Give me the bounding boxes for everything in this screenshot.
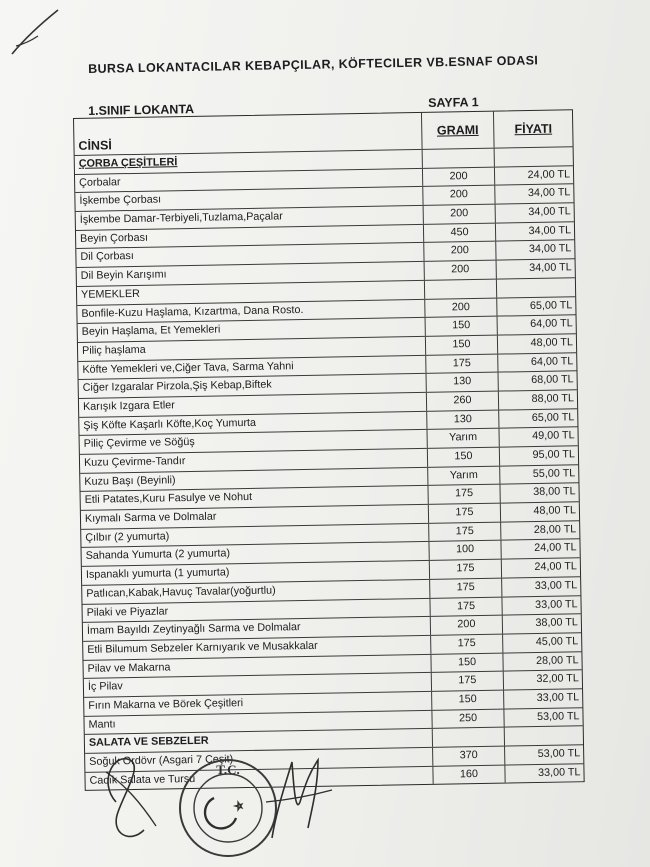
item-name-cell: Patlıcan,Kabak,Havuç Tavalar(yoğurtlu): [82, 580, 430, 604]
column-header-name: CİNSİ: [74, 113, 423, 155]
item-price-cell: 64,00 TL: [530, 354, 574, 368]
item-price-cell: 34,00 TL: [528, 242, 572, 256]
item-gram-cell: 150: [432, 691, 504, 710]
item-name-cell: Kıymalı Sarma ve Dolmalar: [81, 505, 429, 529]
item-name-cell: Cacık Salata ve Turşu: [85, 766, 433, 790]
item-price-cell: 34,00 TL: [527, 186, 571, 200]
item-name-cell: Karışık Izgara Etler: [79, 393, 427, 417]
item-price-cell: 24,00 TL: [527, 168, 571, 181]
item-gram-cell: 150: [428, 448, 500, 467]
item-name-cell: Çılbır (2 yumurta): [81, 524, 429, 548]
organization-header: BURSA LOKANTACILAR KEBAPÇILAR, KÖFTECILER VB.ESNAF ODASI: [88, 53, 539, 76]
item-name-cell: Pilav ve Makarna: [83, 654, 431, 678]
item-gram-cell: 200: [424, 242, 496, 261]
item-gram-cell: 175: [426, 354, 498, 373]
item-price-cell: 34,00 TL: [528, 205, 571, 219]
item-gram-cell: 160: [433, 765, 505, 784]
item-price-cell: 53,00 TL: [537, 747, 581, 760]
item-name-cell: Kuzu Başı (Beyinli): [80, 468, 428, 492]
item-gram-cell: Yarım: [428, 466, 500, 485]
item-price-cell: 33,00 TL: [536, 691, 580, 704]
item-gram-cell: 100: [429, 541, 501, 560]
item-name-cell: Etli Bilumum Sebzeler Karnıyarık ve Musakkalar: [83, 636, 431, 660]
item-price-cell: 88,00 TL: [531, 392, 575, 405]
item-name-cell: ÇORBA ÇEŞİTLERİ: [75, 150, 423, 174]
item-gram-cell: Yarım: [428, 429, 500, 448]
item-name-cell: Dil Çorbası: [76, 243, 424, 267]
item-name-cell: Kuzu Çevirme-Tandır: [80, 449, 428, 473]
item-name-cell: Şiş Köfte Kaşarlı Köfte,Koç Yumurta: [79, 411, 427, 435]
item-gram-cell: 200: [423, 186, 495, 205]
item-price-cell: 68,00 TL: [531, 373, 574, 387]
item-price-cell: [497, 278, 575, 297]
item-gram-cell: 175: [429, 504, 501, 523]
item-name-cell: Piliç Çevirme ve Söğüş: [80, 430, 428, 454]
item-gram-cell: 150: [431, 653, 503, 672]
item-gram-cell: 260: [427, 392, 499, 411]
item-name-cell: Beyin Haşlama, Et Yemekleri: [78, 318, 426, 342]
item-name-cell: Köfte Yemekleri ve,Ciğer Tava, Sarma Yahni: [78, 355, 426, 379]
table-body: [75, 147, 584, 790]
item-name-cell: İmam Bayıldı Zeytinyağlı Sarma ve Dolmalar: [83, 617, 431, 641]
item-name-cell: Beyin Çorbası: [76, 225, 424, 249]
item-price-cell: 32,00 TL: [536, 672, 579, 686]
item-name-cell: Mantı: [84, 710, 432, 734]
item-price-cell: 95,00 TL: [532, 448, 576, 462]
svg-text:T.C.: T.C.: [216, 762, 240, 777]
item-price-cell: [505, 727, 583, 746]
item-name-cell: Pilaki ve Piyazlar: [82, 598, 430, 622]
restaurant-class-title: 1.SINIF LOKANTA: [88, 102, 195, 118]
item-name-cell: Sahanda Yumurta (2 yumurta): [82, 542, 430, 566]
item-price-cell: 34,00 TL: [528, 224, 572, 237]
item-gram-cell: 175: [429, 522, 501, 541]
item-gram-cell: 250: [432, 709, 504, 728]
item-price-cell: 28,00 TL: [535, 653, 579, 667]
item-price-cell: 38,00 TL: [535, 616, 578, 630]
item-price-cell: 65,00 TL: [531, 410, 575, 424]
item-price-cell: 24,00 TL: [534, 541, 577, 555]
pen-stroke-mark: [8, 6, 68, 58]
item-name-cell: SALATA VE SEBZELER: [85, 729, 433, 753]
item-gram-cell: 175: [431, 634, 503, 653]
item-price-cell: 64,00 TL: [530, 317, 573, 331]
item-name-cell: Bonfile-Kuzu Haşlama, Kızartma, Dana Rosto.: [77, 299, 425, 323]
item-price-cell: 24,00 TL: [534, 560, 578, 574]
item-price-cell: 28,00 TL: [533, 523, 577, 536]
item-gram-cell: 200: [425, 298, 497, 317]
item-gram-cell: 450: [424, 223, 496, 242]
item-gram-cell: [423, 149, 495, 168]
item-gram-cell: 370: [433, 747, 505, 766]
item-price-cell: [495, 147, 573, 166]
item-gram-cell: 175: [430, 597, 502, 616]
item-name-cell: İç Pilav: [84, 673, 432, 697]
item-price-cell: 65,00 TL: [529, 298, 573, 312]
item-name-cell: Soğuk Ordövr (Asgari 7 Çeşit): [85, 748, 433, 772]
item-price-cell: 34,00 TL: [529, 261, 572, 275]
item-gram-cell: [433, 728, 505, 747]
item-gram-cell: 175: [432, 672, 504, 691]
item-name-cell: YEMEKLER: [77, 281, 425, 305]
item-name-cell: Çorbalar: [75, 169, 423, 193]
item-gram-cell: 130: [427, 373, 499, 392]
item-name-cell: İşkembe Çorbası: [75, 187, 423, 211]
item-price-cell: 33,00 TL: [534, 579, 578, 592]
item-name-cell: Piliç haşlama: [78, 337, 426, 361]
item-gram-cell: [425, 279, 497, 298]
item-price-cell: 49,00 TL: [532, 429, 575, 443]
column-header-gram: GRAMI: [422, 112, 495, 149]
item-name-cell: Ciğer Izgaralar Pirzola,Şiş Kebap,Biftek: [79, 374, 427, 398]
item-name-cell: Dil Beyin Karışımı: [77, 262, 425, 286]
column-header-price: FİYATI: [514, 121, 553, 137]
item-gram-cell: 175: [428, 485, 500, 504]
item-name-cell: Etli Patates,Kuru Fasulye ve Nohut: [81, 486, 429, 510]
item-name-cell: İşkembe Damar-Terbiyeli,Tuzlama,Paçalar: [76, 206, 424, 230]
item-name-cell: Ispanaklı yumurta (1 yumurta): [82, 561, 430, 585]
item-gram-cell: 200: [423, 167, 495, 186]
page-number-label: SAYFA 1: [428, 95, 479, 110]
item-price-cell: 38,00 TL: [533, 485, 576, 499]
item-gram-cell: 130: [427, 410, 499, 429]
item-gram-cell: 200: [431, 616, 503, 635]
price-table: [73, 109, 585, 791]
item-price-cell: 33,00 TL: [537, 765, 581, 779]
item-gram-cell: 150: [426, 335, 498, 354]
item-gram-cell: 200: [425, 261, 497, 280]
item-gram-cell: 150: [426, 317, 498, 336]
item-gram-cell: 200: [424, 205, 496, 224]
item-name-cell: Fırın Makarna ve Börek Çeşitleri: [84, 692, 432, 716]
item-price-cell: 45,00 TL: [535, 635, 579, 648]
item-price-cell: 33,00 TL: [535, 597, 578, 611]
item-price-cell: 48,00 TL: [533, 504, 577, 518]
item-gram-cell: 175: [430, 578, 502, 597]
item-price-cell: 55,00 TL: [532, 466, 576, 480]
item-price-cell: 53,00 TL: [536, 709, 580, 723]
item-price-cell: 48,00 TL: [530, 336, 574, 349]
official-stamp-and-signature: [96, 742, 356, 867]
item-gram-cell: 175: [430, 560, 502, 579]
